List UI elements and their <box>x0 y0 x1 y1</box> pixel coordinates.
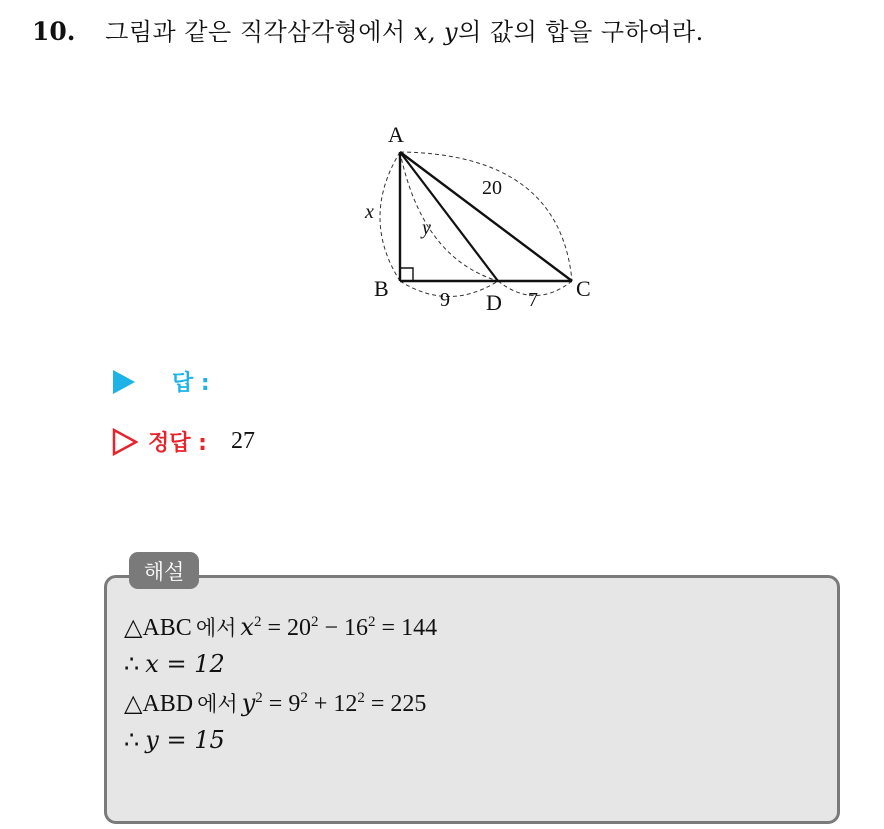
var-x: x <box>365 201 374 223</box>
var-y: y <box>422 217 431 239</box>
correct-answer-row <box>112 426 255 457</box>
label-c: C <box>576 276 591 301</box>
length-dc: 7 <box>528 289 538 311</box>
label-a: A <box>388 122 404 147</box>
question-text: 그림과 같은 직각삼각형에서 x, y의 값의 합을 구하여라. <box>105 18 704 46</box>
question-vars: x, y <box>413 18 459 46</box>
answer-row <box>112 366 210 397</box>
length-bd: 9 <box>440 289 450 311</box>
solution-line-2: ∴ x = 12 <box>124 650 225 678</box>
right-angle-mark <box>400 268 413 281</box>
question-number: 10. <box>32 17 76 46</box>
solution-line-1: △ABC 에서 $x^2 = 20^2 - 16^2 = 144$ <box>124 613 438 641</box>
correct-answer-label: 정답 : <box>148 431 207 456</box>
play-triangle-icon <box>112 369 136 395</box>
solution-line-4: ∴ y = 15 <box>124 726 225 754</box>
answer-label: 답 : <box>172 371 210 396</box>
solution-line-3: △ABD 에서 $y^2 = 9^2 + 12^2 = 225$ <box>124 689 427 717</box>
correct-answer-value: 27 <box>230 428 255 454</box>
segment-ad <box>400 152 498 281</box>
triangle-figure <box>360 118 610 318</box>
solution-tab: 해설 <box>129 552 199 589</box>
label-b: B <box>374 276 389 301</box>
question <box>32 12 704 47</box>
length-ac: 20 <box>482 177 502 199</box>
label-d: D <box>486 290 502 315</box>
arc-ab <box>380 152 400 281</box>
outline-triangle-icon <box>112 428 138 456</box>
